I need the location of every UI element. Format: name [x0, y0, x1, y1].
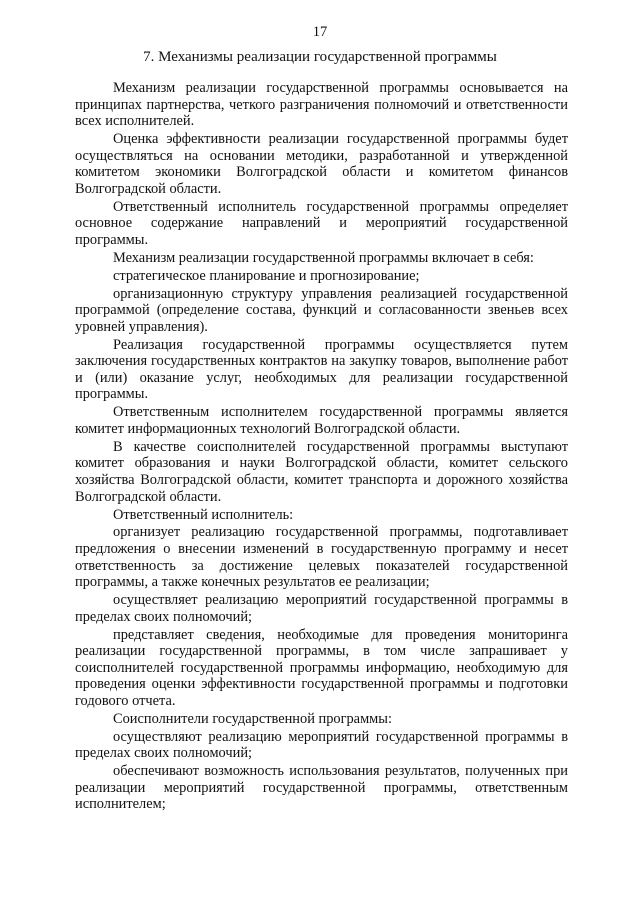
list-item-organizational-structure: организационную структуру управления реализацией государственной программой (определение состава, функций и согласованности звеньев всех уровней управления). [75, 285, 568, 335]
paragraph-co-executors-heading: Соисполнители государственной программы: [113, 710, 392, 727]
list-item-organizes-implementation: организует реализацию государственной программы, подготавливает предложения о внесении изменений в государственную программу и несет ответственность за достижение целевых показателей государственной программы, а также конечных результатов ее реализации; [75, 524, 568, 591]
paragraph-mechanism-includes: Механизм реализации государственной программы включает в себя: [113, 249, 534, 266]
list-item-co-executors-implement: осуществляют реализацию мероприятий государственной программы в пределах своих полномочий; [75, 728, 568, 762]
list-item-provides-information: представляет сведения, необходимые для проведения мониторинга реализации государственной программы, в том числе запрашивает у соисполнителей государственной программы информацию, необходимую для проведения оценки эффективности государственной программы и подготовки годового отчета. [75, 626, 568, 709]
paragraph-implementation-contracts: Реализация государственной программы осуществляется путем заключения государственных контрактов на закупку товаров, выполнение работ и (или) оказание услуг, необходимых для реализации государственной программы. [75, 336, 568, 403]
paragraph-co-executors: В качестве соисполнителей государственной программы выступают комитет образования и науки Волгоградской области, комитет сельского хозяйства Волгоградской области, комитет транспорта и дорожного хозяйства Волгоградской области. [75, 438, 568, 505]
paragraph-responsible-executor: Ответственным исполнителем государственной программы является комитет информационных технологий Волгоградской области. [75, 404, 568, 437]
list-item-co-executors-ensure: обеспечивают возможность использования результатов, полученных при реализации мероприятий государственной программы, ответственным исполнителем; [75, 763, 568, 813]
paragraph-efficiency-evaluation: Оценка эффективности реализации государственной программы будет осуществляться на основании методики, разработанной и утвержденной комитетом экономики Волгоградской области и комитетом финансов Волгоградской области. [75, 131, 568, 197]
list-item-strategic-planning: стратегическое планирование и прогнозирование; [113, 267, 420, 284]
paragraph-responsible-executor-heading: Ответственный исполнитель: [113, 506, 294, 523]
list-item-implements-activities: осуществляет реализацию мероприятий государственной программы в пределах своих полномочий; [75, 592, 568, 625]
paragraph-mechanism-basis: Механизм реализации государственной программы основывается на принципах партнерства, четкого разграничения полномочий и ответственности всех исполнителей. [75, 80, 568, 130]
page-number: 17 [312, 24, 328, 40]
paragraph-responsible-defines: Ответственный исполнитель государственной программы определяет основное содержание направлений и мероприятий государственной программы. [75, 198, 568, 248]
section-title: 7. Механизмы реализации государственной программы [143, 49, 497, 65]
section-body [75, 80, 568, 814]
